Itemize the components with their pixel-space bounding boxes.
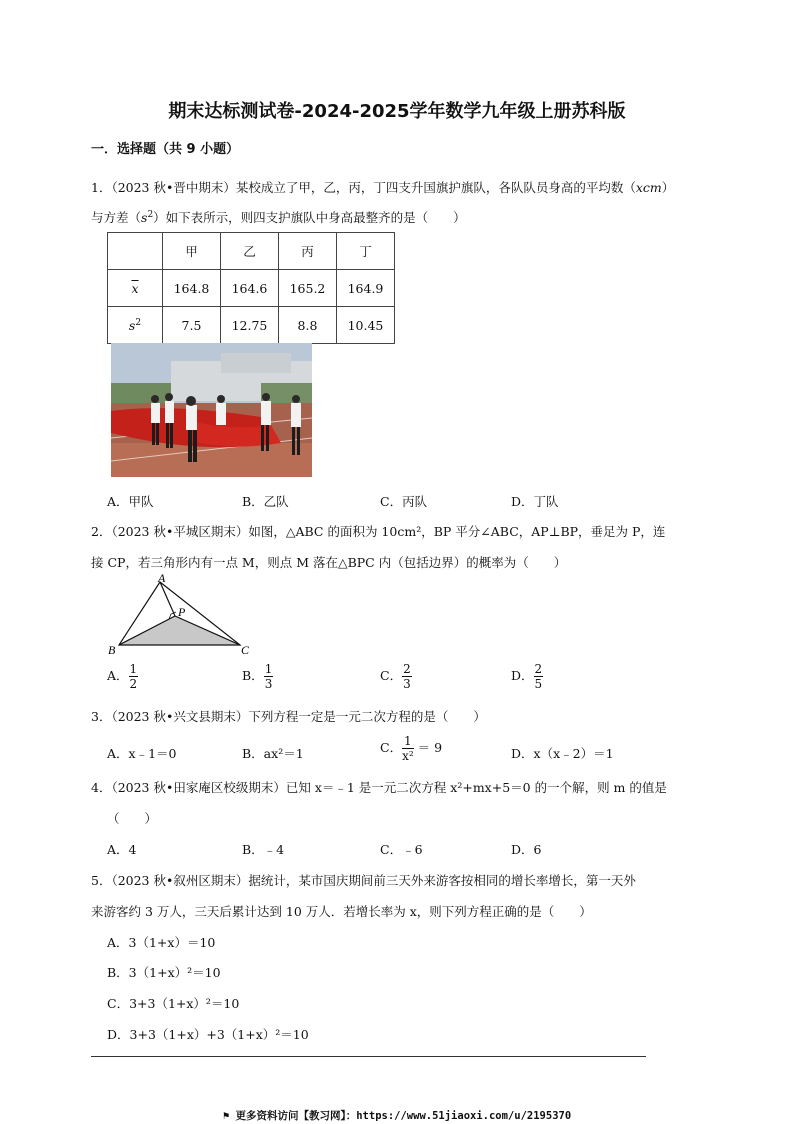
q1-option-d[interactable]: D．丁队 — [511, 494, 559, 509]
q5-option-c[interactable]: C．3+3（1+x）²＝10 — [107, 996, 240, 1011]
section-heading: 一．选择题（共 9 小题） — [91, 142, 240, 157]
table-cell: 乙 — [221, 233, 279, 270]
table-cell: 164.9 — [337, 270, 395, 307]
mean-label: $\overline{x}$ — [108, 270, 163, 307]
table-cell — [108, 233, 163, 270]
flag-team-photo — [111, 343, 312, 477]
q5-option-b[interactable]: B．3（1+x）²＝10 — [107, 965, 221, 980]
footer-divider — [91, 1056, 646, 1057]
q2-option-b[interactable]: B． $\frac{1}{3}$ — [242, 662, 273, 691]
q3-option-a[interactable]: A．x﹣1＝0 — [107, 746, 177, 761]
footer-link[interactable]: ⚑ 更多资料访问【教习网】：https://www.51jiaoxi.com/u/2195370 — [222, 1110, 572, 1122]
vertex-c-label: C — [241, 643, 250, 657]
table-cell: 8.8 — [279, 307, 337, 344]
q2-option-d[interactable]: D． $\frac{2}{5}$ — [511, 662, 543, 691]
q1-stem-line1: 1．（2023 秋•晋中期末）某校成立了甲，乙，丙，丁四支升国旗护旗队，各队队员身高的平均数（xcm） — [91, 180, 675, 195]
q3-stem: 3．（2023 秋•兴文县期末）下列方程一定是一元二次方程的是（ ） — [91, 709, 486, 724]
table-row — [108, 307, 395, 344]
q3-option-c[interactable]: C． $\frac{1}{\text{x²}}$ ＝ 9 — [380, 734, 443, 763]
point-p-label: P — [178, 605, 186, 619]
q1-option-b[interactable]: B．乙队 — [242, 494, 289, 509]
q2-option-a[interactable]: A． $\frac{1}{2}$ — [107, 662, 138, 691]
table-cell: 10.45 — [337, 307, 395, 344]
q4-option-b[interactable]: B．﹣4 — [242, 842, 285, 857]
table-cell: 164.6 — [221, 270, 279, 307]
table-cell: 12.75 — [221, 307, 279, 344]
table-row — [108, 270, 395, 307]
triangle-diagram — [104, 570, 264, 660]
variance-label: $s^2$ — [108, 307, 163, 344]
table-cell: 164.8 — [163, 270, 221, 307]
q5-option-d[interactable]: D．3+3（1+x）+3（1+x）²＝10 — [107, 1027, 309, 1042]
q4-stem-line2: （ ） — [107, 811, 158, 826]
table-cell: 丙 — [279, 233, 337, 270]
q4-option-d[interactable]: D．6 — [511, 842, 542, 857]
q4-option-a[interactable]: A．4 — [107, 842, 137, 857]
vertex-a-label: A — [158, 571, 166, 585]
q4-stem-line1: 4．（2023 秋•田家庵区校级期末）已知 x＝﹣1 是一元二次方程 x²+mx+5＝0 的一个解，则 m 的值是 — [91, 780, 667, 795]
q2-option-c[interactable]: C． $\frac{2}{3}$ — [380, 662, 411, 691]
table-cell: 甲 — [163, 233, 221, 270]
table-cell: 165.2 — [279, 270, 337, 307]
q5-stem-line1: 5．（2023 秋•叙州区期末）据统计，某市国庆期间前三天外来游客按相同的增长率增长，第一天外 — [91, 873, 636, 888]
q3-option-b[interactable]: B．ax²＝1 — [242, 746, 304, 761]
q1-stem-line2: 与方差$(s^2)$如下表所示，则四支护旗队中身高最整齐的是（ ） — [91, 209, 466, 225]
q1-table — [107, 232, 395, 344]
q1-option-c[interactable]: C．丙队 — [380, 494, 428, 509]
q5-option-a[interactable]: A．3（1+x）＝10 — [107, 935, 216, 950]
q1-option-a[interactable]: A．甲队 — [107, 494, 154, 509]
page-title: 期末达标测试卷-2024-2025学年数学九年级上册苏科版 — [168, 101, 626, 122]
q2-stem-line1: 2．（2023 秋•平城区期末）如图，△ABC 的面积为 10cm²，BP 平分∠ABC，AP⊥BP，垂足为 P，连 — [91, 524, 666, 539]
flag-icon: ⚑ — [222, 1110, 230, 1122]
q5-stem-line2: 来游客约 3 万人，三天后累计达到 10 万人．若增长率为 x，则下列方程正确的是（ ） — [91, 904, 592, 919]
vertex-b-label: B — [108, 643, 116, 657]
q4-option-c[interactable]: C．﹣6 — [380, 842, 423, 857]
q2-stem-line2: 接 CP，若三角形内有一点 M，则点 M 落在△BPC 内（包括边界）的概率为（ ） — [91, 555, 567, 570]
table-cell: 丁 — [337, 233, 395, 270]
q3-option-d[interactable]: D．x（x﹣2）＝1 — [511, 746, 614, 761]
table-cell: 7.5 — [163, 307, 221, 344]
table-row — [108, 233, 395, 270]
